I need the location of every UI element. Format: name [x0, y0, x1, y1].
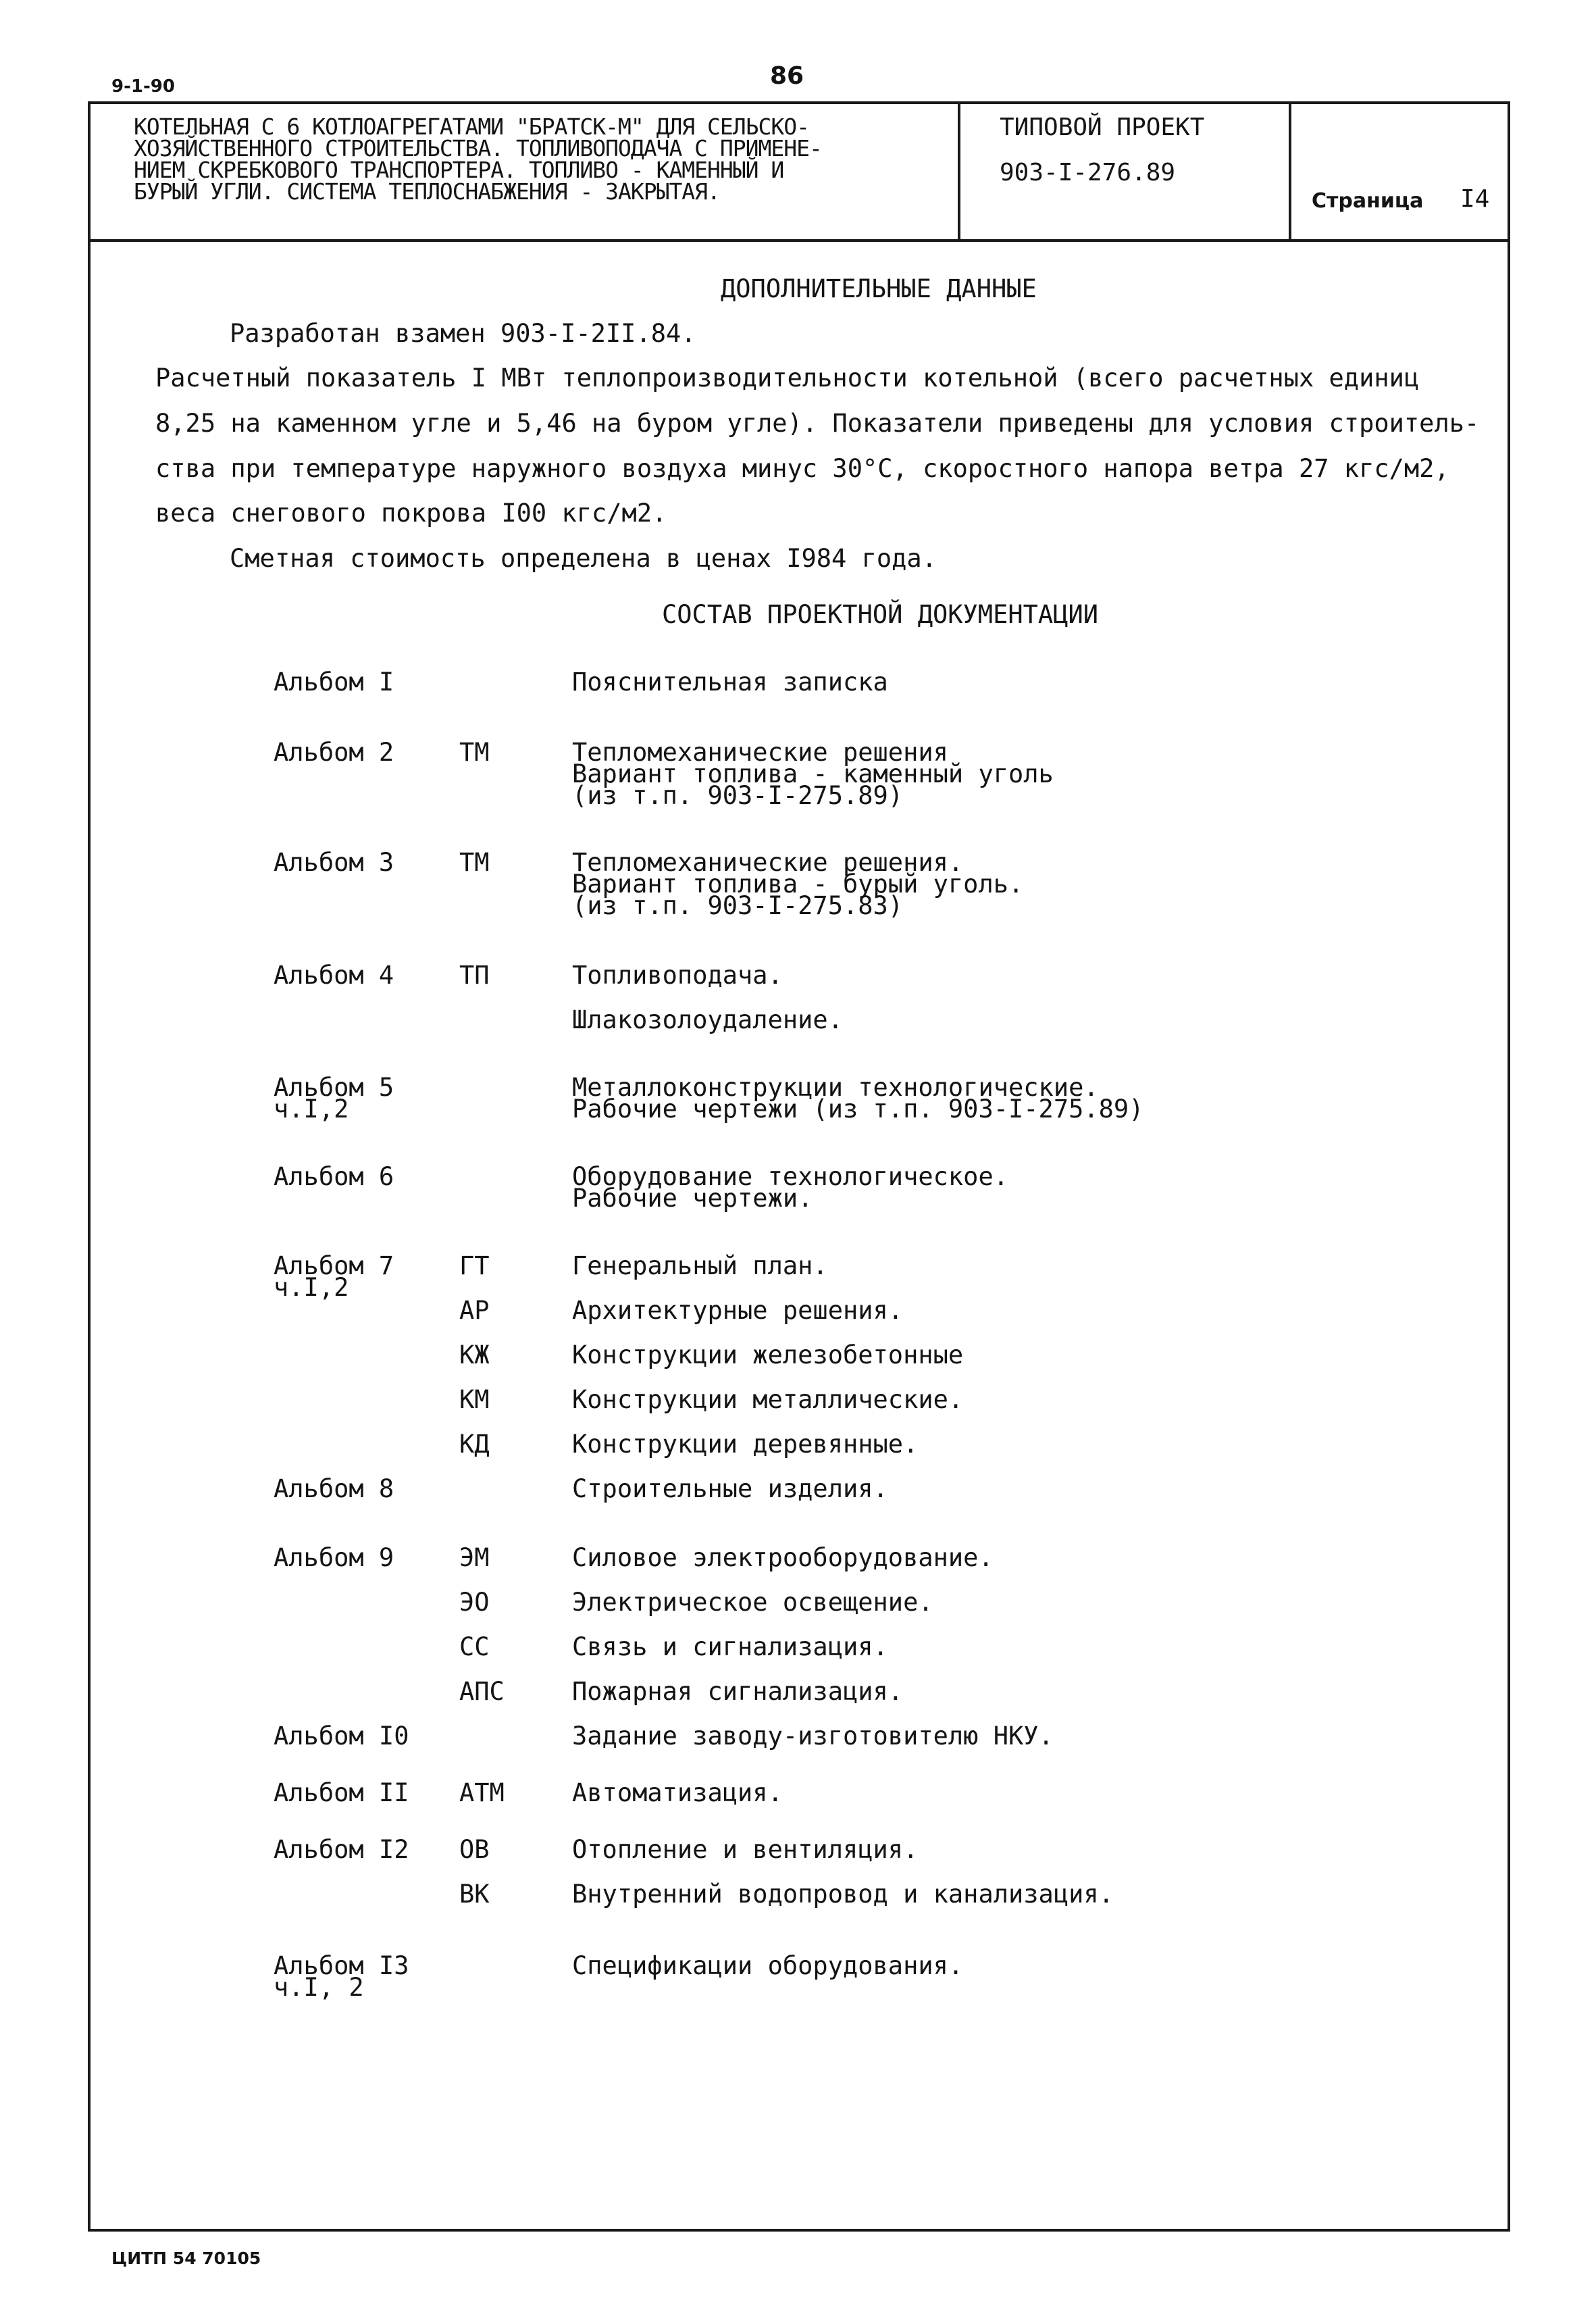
album-description: Тепломеханические решения. — [572, 848, 964, 877]
section-code: КЖ — [459, 1340, 490, 1369]
additional-line-2: Расчетный показатель I МВт теплопроизводительности котельной (всего расчетных единиц — [155, 363, 1420, 393]
album-description: Конструкции деревянные. — [572, 1430, 919, 1459]
section-code: ТМ — [459, 848, 490, 877]
project-label: ТИПОВОЙ ПРОЕКТ — [1000, 114, 1205, 141]
album-label: Альбом 2 — [274, 738, 394, 767]
album-description: Строительные изделия. — [572, 1474, 888, 1503]
album-label: Альбом 3 — [274, 848, 394, 877]
section-code: КД — [459, 1430, 490, 1459]
album-description: Связь и сигнализация. — [572, 1632, 888, 1661]
section-code: АПС — [459, 1677, 505, 1706]
album-description: Вариант топлива - каменный уголь — [572, 759, 1054, 788]
album-description: Тепломеханические решения — [572, 738, 948, 767]
album-label: Альбом 8 — [274, 1474, 394, 1503]
section-code: ЭМ — [459, 1543, 490, 1572]
title-block-divider — [88, 239, 1510, 242]
section-code: АР — [459, 1296, 490, 1325]
album-description: Металлоконструкции технологические. — [572, 1073, 1099, 1102]
section-code: ЭО — [459, 1588, 490, 1617]
album-description: Вариант топлива - бурый уголь. — [572, 870, 1024, 899]
album-label: Альбом I0 — [274, 1721, 409, 1751]
album-label: Альбом I — [274, 668, 394, 697]
album-description: Конструкции железобетонные — [572, 1340, 964, 1369]
album-description: Автоматизация. — [572, 1778, 783, 1807]
album-description: Рабочие чертежи. — [572, 1184, 813, 1213]
album-description: Генеральный план. — [572, 1251, 828, 1280]
album-description: Топливоподача. — [572, 961, 783, 990]
album-label: Альбом I2 — [274, 1835, 409, 1864]
album-label: Альбом 4 — [274, 961, 394, 990]
album-description: Пожарная сигнализация. — [572, 1677, 904, 1706]
album-description: Шлакозолоудаление. — [572, 1005, 843, 1034]
additional-line-4: ства при температуре наружного воздуха минус 30°С, скоростного напора ветра 27 кгс/м2, — [155, 454, 1449, 483]
album-label: Альбом 5 — [274, 1073, 394, 1102]
page-value: I4 — [1460, 185, 1490, 213]
composition-heading: СОСТАВ ПРОЕКТНОЙ ДОКУМЕНТАЦИИ — [662, 600, 1099, 629]
series-code: 9-1-90 — [111, 76, 175, 97]
album-label: Альбом 7 — [274, 1251, 394, 1280]
title-block-separator-2 — [1289, 101, 1291, 241]
album-description: (из т.п. 903-I-275.83) — [572, 891, 904, 920]
album-description: Спецификации оборудования. — [572, 1951, 964, 1980]
additional-line-6: Сметная стоимость определена в ценах I984 года. — [230, 544, 937, 573]
album-description: Конструкции металлические. — [572, 1385, 964, 1414]
title-line-1: КОТЕЛЬНАЯ С 6 КОТЛОАГРЕГАТАМИ "БРАТСК-М" ДЛЯ СЕЛЬСКО- — [134, 114, 809, 140]
footer-stamp: ЦИТП 54 70105 — [111, 2248, 261, 2268]
section-code: ВК — [459, 1880, 490, 1909]
section-code: ТП — [459, 961, 490, 990]
additional-line-5: веса снегового покрова I00 кгс/м2. — [155, 499, 667, 528]
section-code: СС — [459, 1632, 490, 1661]
project-code: 903-I-276.89 — [1000, 159, 1176, 186]
section-code: КМ — [459, 1385, 490, 1414]
additional-line-3: 8,25 на каменном угле и 5,46 на буром угле). Показатели приведены для условия строитель- — [155, 409, 1480, 438]
album-description: Архитектурные решения. — [572, 1296, 904, 1325]
title-block-separator-1 — [958, 101, 960, 241]
section-code: АТМ — [459, 1778, 505, 1807]
album-label: Альбом 9 — [274, 1543, 394, 1572]
album-description: (из т.п. 903-I-275.89) — [572, 781, 904, 810]
additional-heading: ДОПОЛНИТЕЛЬНЫЕ ДАННЫЕ — [721, 274, 1037, 303]
album-part: ч.I,2 — [274, 1273, 349, 1302]
album-description: Отопление и вентиляция. — [572, 1835, 919, 1864]
page-label: Страница — [1312, 189, 1424, 213]
section-code: ТМ — [459, 738, 490, 767]
album-description: Задание заводу-изготовителю НКУ. — [572, 1721, 1054, 1751]
page-number: 86 — [770, 62, 804, 90]
album-label: Альбом II — [274, 1778, 409, 1807]
album-description: Рабочие чертежи (из т.п. 903-I-275.89) — [572, 1095, 1144, 1124]
title-line-2: ХОЗЯЙСТВЕННОГО СТРОИТЕЛЬСТВА. ТОПЛИВОПОДАЧА С ПРИМЕНЕ- — [134, 135, 822, 161]
section-code: ОВ — [459, 1835, 490, 1864]
album-description: Силовое электрооборудование. — [572, 1543, 994, 1572]
album-part: ч.I,2 — [274, 1095, 349, 1124]
album-label: Альбом I3 — [274, 1951, 409, 1980]
title-line-3: НИЕМ СКРЕБКОВОГО ТРАНСПОРТЕРА. ТОПЛИВО - КАМЕННЫЙ И — [134, 157, 784, 183]
album-description: Внутренний водопровод и канализация. — [572, 1880, 1114, 1909]
album-label: Альбом 6 — [274, 1162, 394, 1191]
album-description: Электрическое освещение. — [572, 1588, 933, 1617]
additional-line-1: Разработан взамен 903-I-2II.84. — [230, 319, 696, 348]
album-description: Пояснительная записка — [572, 668, 888, 697]
album-description: Оборудование технологическое. — [572, 1162, 1009, 1191]
album-part: ч.I, 2 — [274, 1973, 364, 2002]
section-code: ГТ — [459, 1251, 490, 1280]
title-line-4: БУРЫЙ УГЛИ. СИСТЕМА ТЕПЛОСНАБЖЕНИЯ - ЗАКРЫТАЯ. — [134, 178, 720, 205]
